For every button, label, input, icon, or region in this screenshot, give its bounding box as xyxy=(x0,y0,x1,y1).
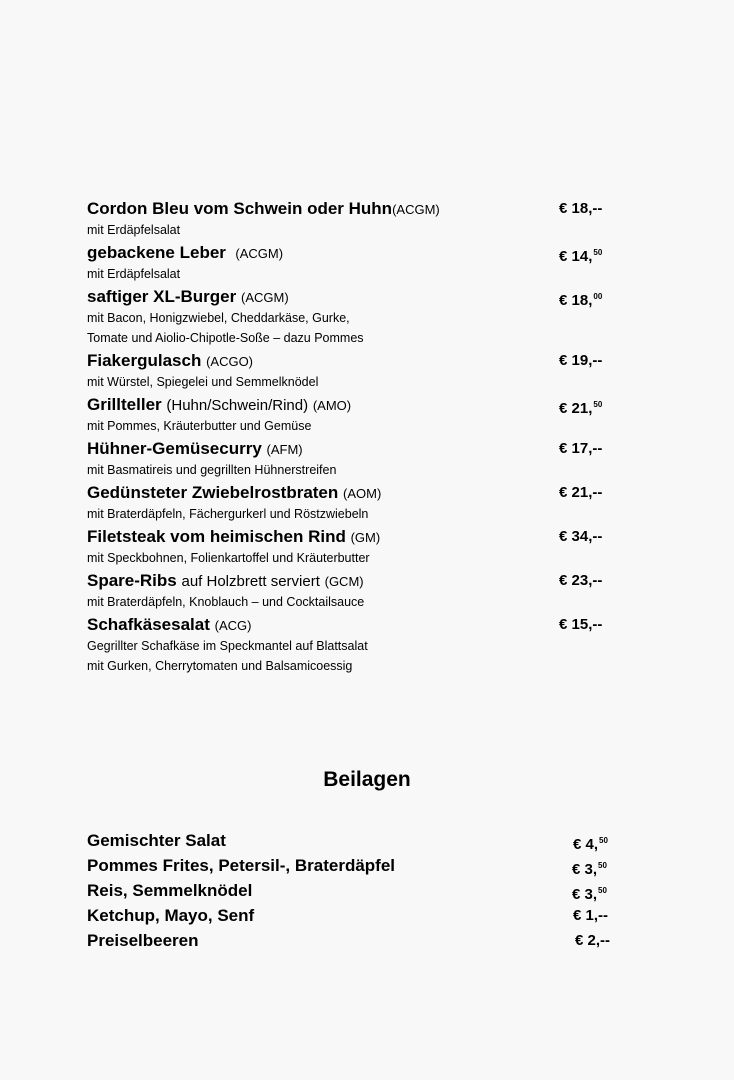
dish-description xyxy=(87,636,627,678)
dish-name xyxy=(87,439,303,458)
price-cents: 50 xyxy=(593,400,603,409)
allergen-codes: (ACG) xyxy=(214,618,252,633)
dish-name xyxy=(87,199,440,218)
dish-title: Spare-Ribs xyxy=(87,571,177,590)
side-price xyxy=(575,928,610,953)
description-line: mit Speckbohnen, Folienkartoffel und Kräuterbutter xyxy=(87,551,370,565)
dish-price xyxy=(559,482,602,504)
dish-name xyxy=(87,351,253,370)
menu-item-header xyxy=(87,526,627,548)
dish-price xyxy=(559,394,602,420)
menu-item-header xyxy=(87,198,627,220)
side-price xyxy=(573,903,608,928)
description-line: mit Braterdäpfeln, Fächergurkerl und Röstzwiebeln xyxy=(87,507,369,521)
description-line: mit Braterdäpfeln, Knoblauch – und Cocktailsauce xyxy=(87,595,365,609)
allergen-codes: (GM) xyxy=(350,530,381,545)
allergen-codes: (AFM) xyxy=(266,442,303,457)
menu-item-header xyxy=(87,286,627,308)
dish-description xyxy=(87,264,627,286)
dish-price xyxy=(559,438,602,460)
dish-description xyxy=(87,220,627,242)
dish-name xyxy=(87,527,380,546)
dish-title: Schafkäsesalat xyxy=(87,615,210,634)
price-value: € 1,-- xyxy=(573,907,609,924)
price-cents: 50 xyxy=(598,861,607,870)
price-cents: 50 xyxy=(593,248,603,257)
allergen-codes: (GCM) xyxy=(324,574,364,589)
dish-price xyxy=(559,198,602,220)
menu-item xyxy=(87,198,627,242)
side-name: Reis, Semmelknödel xyxy=(87,881,253,900)
price-value: € 4, xyxy=(573,836,599,853)
side-name: Pommes Frites, Petersil-, Braterdäpfel xyxy=(87,856,396,875)
allergen-codes: (AMO) xyxy=(312,398,352,413)
dish-description xyxy=(87,460,627,482)
price-value: € 17,-- xyxy=(559,440,603,457)
dish-name xyxy=(87,395,351,414)
dish-title: Grillteller xyxy=(87,395,162,414)
menu-item-header xyxy=(87,482,627,504)
dish-note: (Huhn/Schwein/Rind) xyxy=(166,397,309,414)
dish-description xyxy=(87,308,627,350)
dish-title: gebackene Leber xyxy=(87,243,226,262)
price-value: € 15,-- xyxy=(559,616,603,633)
price-value: € 18, xyxy=(559,292,593,309)
allergen-codes: (AOM) xyxy=(343,486,382,501)
menu-item xyxy=(87,394,627,438)
dish-description xyxy=(87,504,627,526)
side-item xyxy=(87,853,632,878)
menu-item-header xyxy=(87,614,627,636)
description-line: mit Basmatireis und gegrillten Hühnerstreifen xyxy=(87,463,337,477)
dish-price xyxy=(559,242,602,268)
description-line: Tomate und Aiolio-Chipotle-Soße – dazu Pommes xyxy=(87,331,364,345)
dish-description xyxy=(87,548,627,570)
dish-price xyxy=(559,286,602,312)
dish-name xyxy=(87,243,283,262)
description-line: Gegrillter Schafkäse im Speckmantel auf Blattsalat xyxy=(87,639,368,653)
menu-item-header xyxy=(87,350,627,372)
dish-description xyxy=(87,372,627,394)
menu-item xyxy=(87,570,627,614)
dish-note: auf Holzbrett serviert xyxy=(181,573,320,590)
allergen-codes: (ACGM) xyxy=(240,290,289,305)
side-name: Gemischter Salat xyxy=(87,831,226,850)
menu-item xyxy=(87,438,627,482)
description-line: mit Bacon, Honigzwiebel, Cheddarkäse, Gurke, xyxy=(87,311,350,325)
price-value: € 3, xyxy=(572,861,598,878)
dish-price xyxy=(559,350,602,372)
allergen-codes: (ACGM) xyxy=(392,202,440,217)
dish-description xyxy=(87,592,627,614)
side-item xyxy=(87,928,632,953)
price-cents: 50 xyxy=(598,886,607,895)
dish-title: Gedünsteter Zwiebelrostbraten xyxy=(87,483,339,502)
price-value: € 23,-- xyxy=(559,572,603,589)
description-line: mit Gurken, Cherrytomaten und Balsamicoessig xyxy=(87,659,353,673)
description-line: mit Erdäpfelsalat xyxy=(87,223,181,237)
menu-item-header xyxy=(87,438,627,460)
price-value: € 18,-- xyxy=(559,200,603,217)
main-dishes-list xyxy=(87,198,627,678)
description-line: mit Würstel, Spiegelei und Semmelknödel xyxy=(87,375,319,389)
side-name: Ketchup, Mayo, Senf xyxy=(87,906,255,925)
dish-name xyxy=(87,287,289,306)
dish-title: Fiakergulasch xyxy=(87,351,202,370)
side-item xyxy=(87,903,632,928)
description-line: mit Erdäpfelsalat xyxy=(87,267,181,281)
menu-item xyxy=(87,350,627,394)
allergen-codes: (ACGM) xyxy=(235,246,284,261)
price-value: € 34,-- xyxy=(559,528,603,545)
dish-title: Hühner-Gemüsecurry xyxy=(87,439,262,458)
side-dishes-list xyxy=(87,828,632,953)
allergen-codes: (ACGO) xyxy=(206,354,254,369)
menu-item xyxy=(87,526,627,570)
menu-item xyxy=(87,482,627,526)
dish-description xyxy=(87,416,627,438)
side-item xyxy=(87,878,632,903)
price-value: € 21, xyxy=(559,400,593,417)
dish-title: Cordon Bleu vom Schwein oder Huhn xyxy=(87,199,393,218)
side-item xyxy=(87,828,632,853)
dish-name xyxy=(87,571,364,590)
menu-item xyxy=(87,242,627,286)
menu-item-header xyxy=(87,394,627,416)
dish-price xyxy=(559,526,602,548)
price-value: € 3, xyxy=(572,886,598,903)
section-title-beilagen: Beilagen xyxy=(323,768,411,791)
dish-title: Filetsteak vom heimischen Rind xyxy=(87,527,346,546)
dish-title: saftiger XL-Burger xyxy=(87,287,237,306)
menu-item-header xyxy=(87,570,627,592)
price-cents: 50 xyxy=(599,836,608,845)
dish-price xyxy=(559,614,602,636)
dish-name xyxy=(87,615,251,634)
side-name: Preiselbeeren xyxy=(87,931,199,950)
price-value: € 19,-- xyxy=(559,352,603,369)
description-line: mit Pommes, Kräuterbutter und Gemüse xyxy=(87,419,312,433)
menu-item xyxy=(87,614,627,678)
price-value: € 14, xyxy=(559,248,593,265)
price-cents: 00 xyxy=(593,292,603,301)
dish-name xyxy=(87,483,381,502)
menu-item xyxy=(87,286,627,350)
menu-item-header xyxy=(87,242,627,264)
price-value: € 2,-- xyxy=(575,932,611,949)
dish-price xyxy=(559,570,602,592)
price-value: € 21,-- xyxy=(559,484,603,501)
